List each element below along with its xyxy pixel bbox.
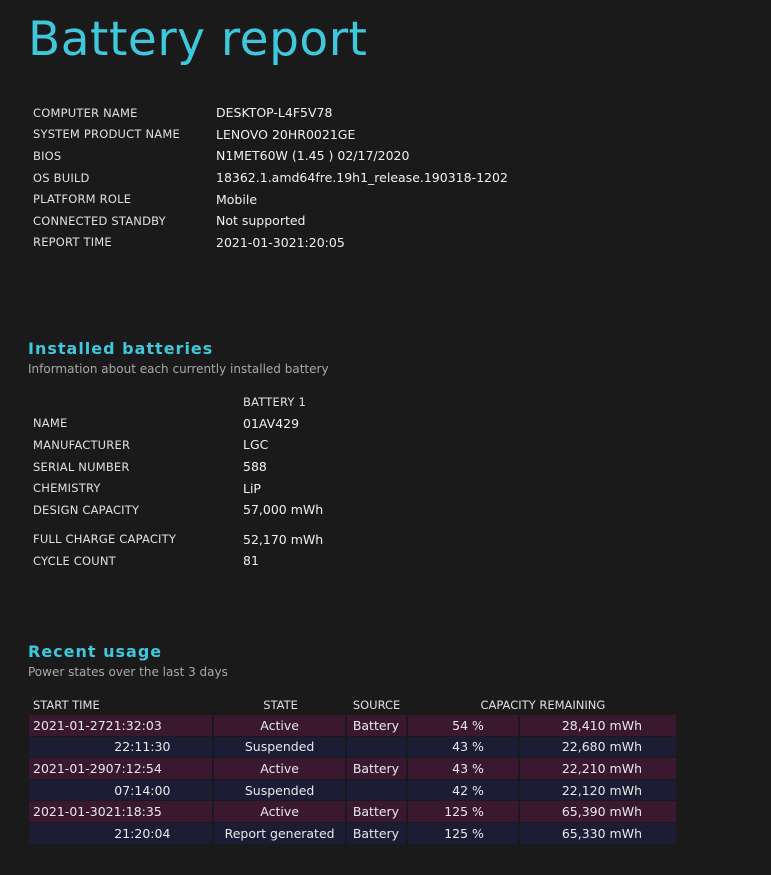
system-info-value: 18362.1.amd64fre.19h1_release.190318-1202 <box>216 170 508 186</box>
usage-start-time: 2021-01-3021:18:35 <box>29 801 214 823</box>
usage-source: Battery <box>347 715 408 737</box>
system-info-value: 2021-01-3021:20:05 <box>216 234 345 250</box>
system-info-label: PLATFORM ROLE <box>33 192 132 207</box>
usage-source: Battery <box>347 801 408 823</box>
system-info-label: CONNECTED STANDBY <box>33 213 166 228</box>
usage-source: Battery <box>347 758 408 780</box>
usage-state: Report generated <box>214 823 346 845</box>
battery-info-label: CHEMISTRY <box>33 481 101 496</box>
battery-info-row <box>33 550 453 572</box>
usage-source <box>347 737 408 759</box>
header-state: STATE <box>263 698 298 712</box>
battery-info-label: NAME <box>33 416 68 431</box>
usage-capacity-percent: 54 % <box>408 715 520 737</box>
usage-capacity-mwh: 65,390 mWh <box>520 801 678 823</box>
battery-info-row <box>33 499 453 521</box>
system-info-row <box>33 102 508 124</box>
recent-usage-subtitle: Power states over the last 3 days <box>28 665 228 679</box>
usage-state: Active <box>214 715 346 737</box>
usage-capacity-mwh: 65,330 mWh <box>520 823 678 845</box>
usage-start-time: 2021-01-2907:12:54 <box>29 758 214 780</box>
usage-row <box>29 737 678 759</box>
usage-capacity-percent: 42 % <box>408 780 520 802</box>
usage-capacity-percent: 43 % <box>408 758 520 780</box>
battery-info-label: CYCLE COUNT <box>33 553 116 568</box>
battery-info-row <box>33 434 453 456</box>
battery-info-label: MANUFACTURER <box>33 437 131 452</box>
system-info-value: Mobile <box>216 191 258 207</box>
battery-header-row <box>33 391 453 413</box>
header-source: SOURCE <box>352 698 401 712</box>
usage-row <box>29 823 678 845</box>
spacer-cell <box>243 521 453 529</box>
usage-source: Battery <box>347 823 408 845</box>
recent-usage-heading: Recent usage <box>28 642 163 661</box>
system-info-label: SYSTEM PRODUCT NAME <box>33 127 180 142</box>
recent-usage-table <box>29 695 678 845</box>
usage-capacity-percent: 43 % <box>408 737 520 759</box>
spacer-cell <box>33 521 243 529</box>
usage-row <box>29 801 678 823</box>
battery-info-row <box>33 477 453 499</box>
page-title: Battery report <box>28 12 368 67</box>
usage-state: Suspended <box>214 737 346 759</box>
battery-header-spacer <box>33 391 243 413</box>
battery-info-row <box>33 413 453 435</box>
system-info-label: BIOS <box>33 148 62 163</box>
battery-info-row <box>33 529 453 551</box>
usage-capacity-percent: 125 % <box>408 823 520 845</box>
system-info-row <box>33 188 508 210</box>
installed-batteries-table <box>33 391 453 572</box>
usage-capacity-mwh: 22,680 mWh <box>520 737 678 759</box>
battery-row-spacer <box>33 521 453 529</box>
usage-state: Active <box>214 801 346 823</box>
usage-row <box>29 715 678 737</box>
system-info-value: LENOVO 20HR0021GE <box>216 126 356 142</box>
usage-start-time: 22:11:30 <box>29 737 214 759</box>
system-info-value: DESKTOP-L4F5V78 <box>216 105 333 121</box>
usage-state: Suspended <box>214 780 346 802</box>
installed-batteries-subtitle: Information about each currently installed battery <box>28 362 329 376</box>
system-info-value: N1MET60W (1.45 ) 02/17/2020 <box>216 148 410 164</box>
system-info-row <box>33 232 508 254</box>
battery-info-value: 588 <box>243 459 267 475</box>
usage-state: Active <box>214 758 346 780</box>
battery-info-value: LGC <box>243 437 269 453</box>
usage-capacity-mwh: 28,410 mWh <box>520 715 678 737</box>
usage-capacity-mwh: 22,120 mWh <box>520 780 678 802</box>
usage-source <box>347 780 408 802</box>
usage-start-time: 07:14:00 <box>29 780 214 802</box>
battery-info-label: DESIGN CAPACITY <box>33 502 140 517</box>
usage-start-time: 21:20:04 <box>29 823 214 845</box>
battery-info-value: 81 <box>243 553 259 569</box>
system-info-label: COMPUTER NAME <box>33 105 138 120</box>
battery-info-value: 01AV429 <box>243 415 300 431</box>
battery-info-value: LiP <box>243 480 261 496</box>
battery-info-value: 52,170 mWh <box>243 531 324 547</box>
system-info-value: Not supported <box>216 213 306 229</box>
battery-info-value: 57,000 mWh <box>243 502 324 518</box>
usage-row <box>29 780 678 802</box>
usage-header-row <box>29 695 678 715</box>
usage-row <box>29 758 678 780</box>
system-info-row <box>33 210 508 232</box>
installed-batteries-heading: Installed batteries <box>28 339 214 358</box>
usage-start-time: 2021-01-2721:32:03 <box>29 715 214 737</box>
usage-capacity-percent: 125 % <box>408 801 520 823</box>
system-info-table <box>33 102 508 253</box>
system-info-label: REPORT TIME <box>33 235 112 250</box>
system-info-row <box>33 145 508 167</box>
usage-capacity-mwh: 22,210 mWh <box>520 758 678 780</box>
battery-info-label: SERIAL NUMBER <box>33 459 130 474</box>
battery-info-label: FULL CHARGE CAPACITY <box>33 532 177 547</box>
system-info-label: OS BUILD <box>33 170 90 185</box>
header-start-time: START TIME <box>33 698 100 712</box>
system-info-row <box>33 124 508 146</box>
battery-column-header: BATTERY 1 <box>243 394 307 409</box>
system-info-row <box>33 167 508 189</box>
header-capacity-remaining: CAPACITY REMAINING <box>480 698 606 712</box>
battery-info-row <box>33 456 453 478</box>
